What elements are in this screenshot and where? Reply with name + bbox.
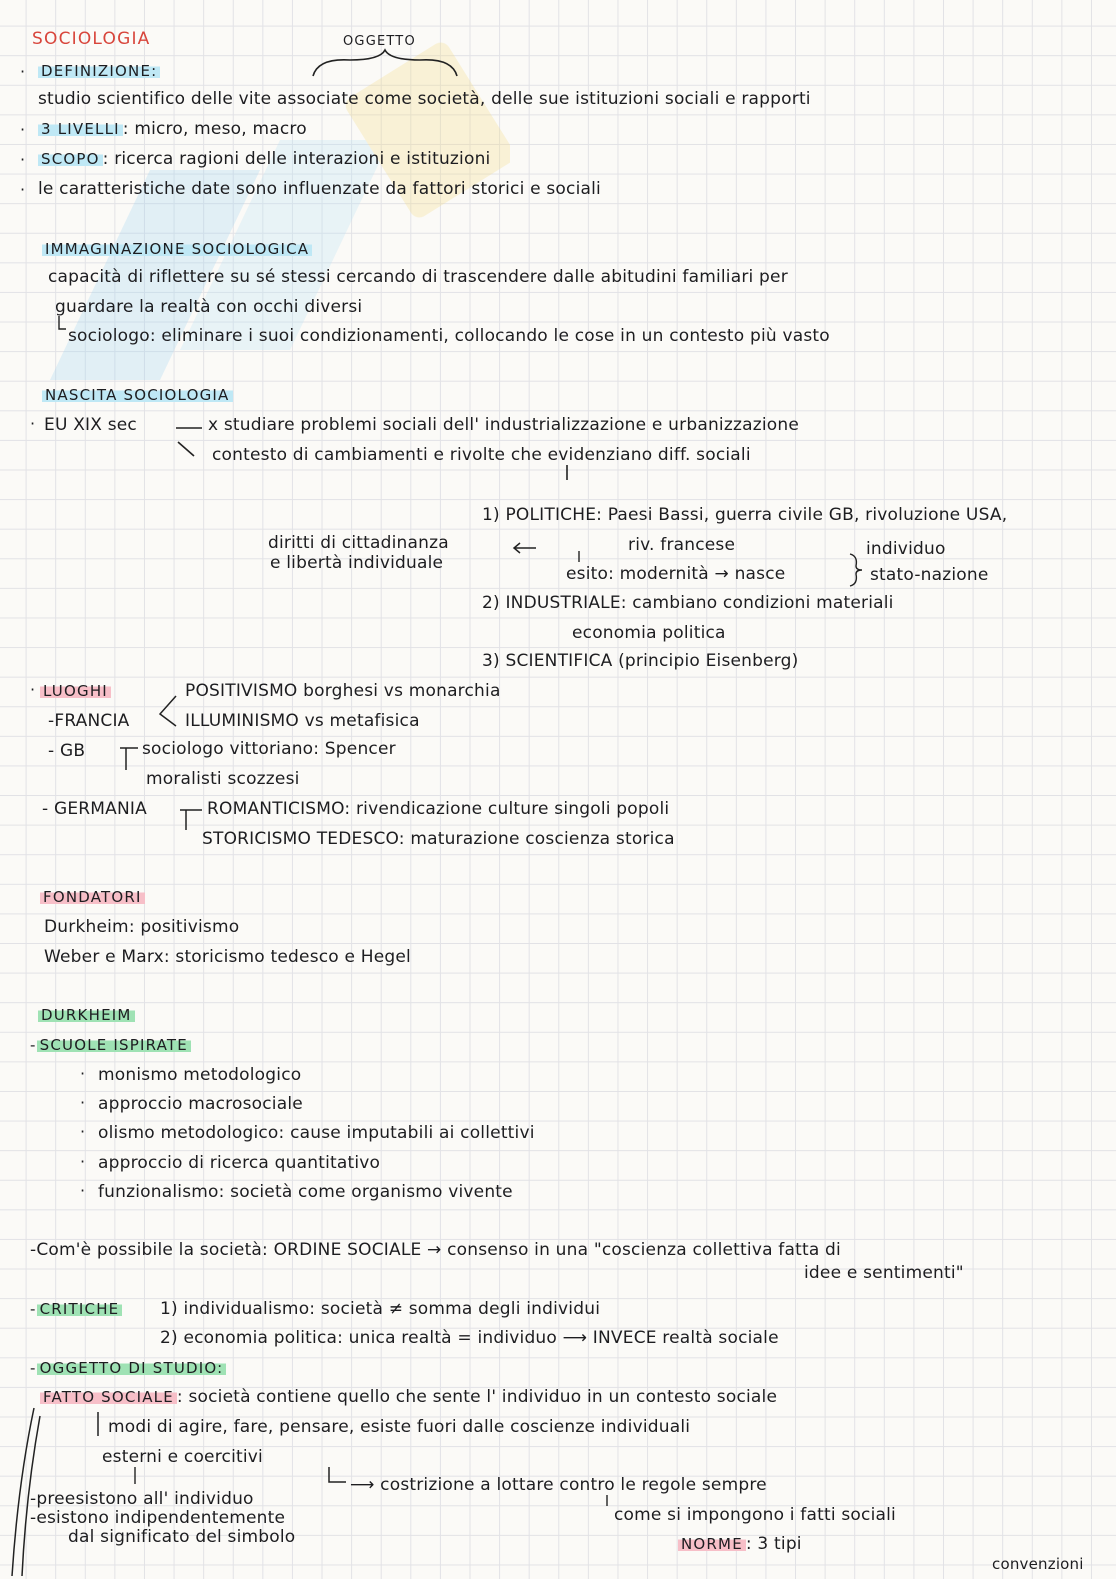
arrow-down-icon [92,1410,106,1440]
impose-line: come si impongono i fatti sociali [614,1505,896,1525]
imagination-heading: IMMAGINAZIONE SOCIOLOGICA [42,238,312,260]
revolution-political: 1) POLITICHE: Paesi Bassi, guerra civile GB, rivoluzione USA, [482,505,1008,525]
norms-line [678,1533,802,1555]
imagination-line-3: sociologo: eliminare i suoi condizionamenti, collocando le cose in un contesto più vasto [68,326,830,346]
school-item: funzionalismo: società come organismo vivente [98,1182,513,1202]
birth-era: EU XIX sec [44,415,137,435]
outcome-modernity: esito: modernità → nasce [566,564,786,584]
bullet: · [80,1093,86,1112]
scope-text: : ricerca ragioni delle interazioni e istituzioni [102,149,491,169]
arrow-down-icon [562,464,572,482]
arrow-down-icon [574,550,584,564]
levels-label: 3 LIVELLI [38,120,123,138]
imagination-line-1: capacità di riflettere su sé stessi cercando di trascendere dalle abitudini familiari per [48,267,788,287]
critiques-label: - CRITICHE [30,1298,122,1320]
bracket-icon [152,692,182,730]
school-item: monismo metodologico [98,1065,302,1085]
bullet: · [80,1122,86,1141]
object-label: - OGGETTO DI STUDIO: [30,1357,226,1379]
characteristics-text: le caratteristiche date sono influenzate da fattori storici e sociali [38,179,601,199]
bullet: · [20,180,26,199]
exist-line: -esistono indipendentemente [30,1508,286,1528]
social-fact-text: : società contiene quello che sente l' individuo in un contesto sociale [176,1387,778,1407]
norms-text: : 3 tipi [745,1534,802,1554]
school-item: approccio di ricerca quantitativo [98,1153,381,1173]
outcome-nation-state: stato-nazione [870,565,989,585]
rights-line-2: e libertà individuale [270,553,444,573]
bullet: · [20,62,26,81]
scope-line [38,148,490,170]
preexist-line: -preesistono all' individuo [30,1489,254,1509]
critique-1: 1) individualismo: società ≠ somma degli individui [160,1299,601,1319]
symbol-meaning-line: dal significato del simbolo [68,1527,296,1547]
historicism-line: STORICISMO TEDESCO: maturazione coscienza storica [202,829,675,849]
page-title: SOCIOLOGIA [32,29,151,49]
social-fact-label: FATTO SOCIALE [40,1388,177,1406]
revolution-industrial: 2) INDUSTRIALE: cambiano condizioni materiali [482,593,894,613]
scottish-moralists: moralisti scozzesi [146,769,300,789]
germany-label: - GERMANIA [42,799,147,819]
bullet: · [30,680,36,699]
bullet: · [80,1064,86,1083]
gb-label: - GB [48,741,86,761]
social-order-line-1: -Com'è possibile la società: ORDINE SOCIALE → consenso in una "coscienza collettiva fatta di [30,1240,841,1260]
enlightenment-line: ILLUMINISMO vs metafisica [185,711,420,731]
definition-text: studio scientifico delle vite associate come società, delle sue istituzioni sociali e rapporti [38,89,811,109]
victorian-sociologist: sociologo vittoriano: Spencer [142,739,396,759]
positivism-line: POSITIVISMO borghesi vs monarchia [185,681,501,701]
norms-label: NORME [678,1535,746,1553]
bracket-icon [112,740,142,774]
social-fact-line [40,1386,777,1408]
levels-text: : micro, meso, macro [122,119,307,139]
scope-label: SCOPO [38,150,103,168]
brace-icon [846,552,866,588]
arrow-left-icon [510,540,540,556]
durkheim-heading: DURKHEIM [38,1004,135,1026]
arrow-down-icon [130,1466,140,1486]
birth-study: x studiare problemi sociali dell' industrializzazione e urbanizzazione [208,415,799,435]
bullet: · [20,120,26,139]
social-order-line-2: idee e sentimenti" [804,1263,964,1283]
revolution-scientific: 3) SCIENTIFICA (principio Eisenberg) [482,651,799,671]
outcome-individual: individuo [866,539,946,559]
founders-line-1: Durkheim: positivismo [44,917,240,937]
birth-heading: NASCITA SOCIOLOGIA [42,384,233,406]
imagination-line-2: guardare la realtà con occhi diversi [55,297,363,317]
ways-of-acting: modi di agire, fare, pensare, esiste fuori dalle coscienze individuali [108,1417,691,1437]
rights-line-1: diritti di cittadinanza [268,533,449,553]
bullet: · [80,1181,86,1200]
definition-label: DEFINIZIONE: [38,60,160,82]
external-coercive: esterni e coercitivi [102,1447,263,1467]
school-item: olismo metodologico: cause imputabili ai collettivi [98,1123,535,1143]
arrow-down-icon [602,1494,612,1508]
critique-2: 2) economia politica: unica realtà = individuo ⟶ INVECE realtà sociale [160,1328,779,1348]
school-item: approccio macrosociale [98,1094,303,1114]
places-heading: LUOGHI [40,680,111,702]
political-economy: economia politica [572,623,726,643]
revolution-french: riv. francese [628,535,736,555]
founders-heading: FONDATORI [40,886,145,908]
schools-label: - SCUOLE ISPIRATE [30,1034,191,1056]
constraint-line: ⟶ costrizione a lottare contro le regole sempre [350,1475,767,1495]
bracket-icon [172,802,206,836]
bullet: · [20,150,26,169]
bullet: · [30,414,36,433]
founders-line-2: Weber e Marx: storicismo tedesco e Hegel [44,947,411,967]
levels-line [38,118,307,140]
romanticism-line: ROMANTICISMO: rivendicazione culture singoli popoli [207,799,670,819]
france-label: -FRANCIA [48,711,130,731]
oggetto-annotation: OGGETTO [343,34,416,49]
birth-context: contesto di cambiamenti e rivolte che evidenziano diff. sociali [212,445,751,465]
bullet: · [80,1152,86,1171]
conventions-text: convenzioni [992,1555,1084,1573]
arrow-corner-icon [326,1466,350,1488]
